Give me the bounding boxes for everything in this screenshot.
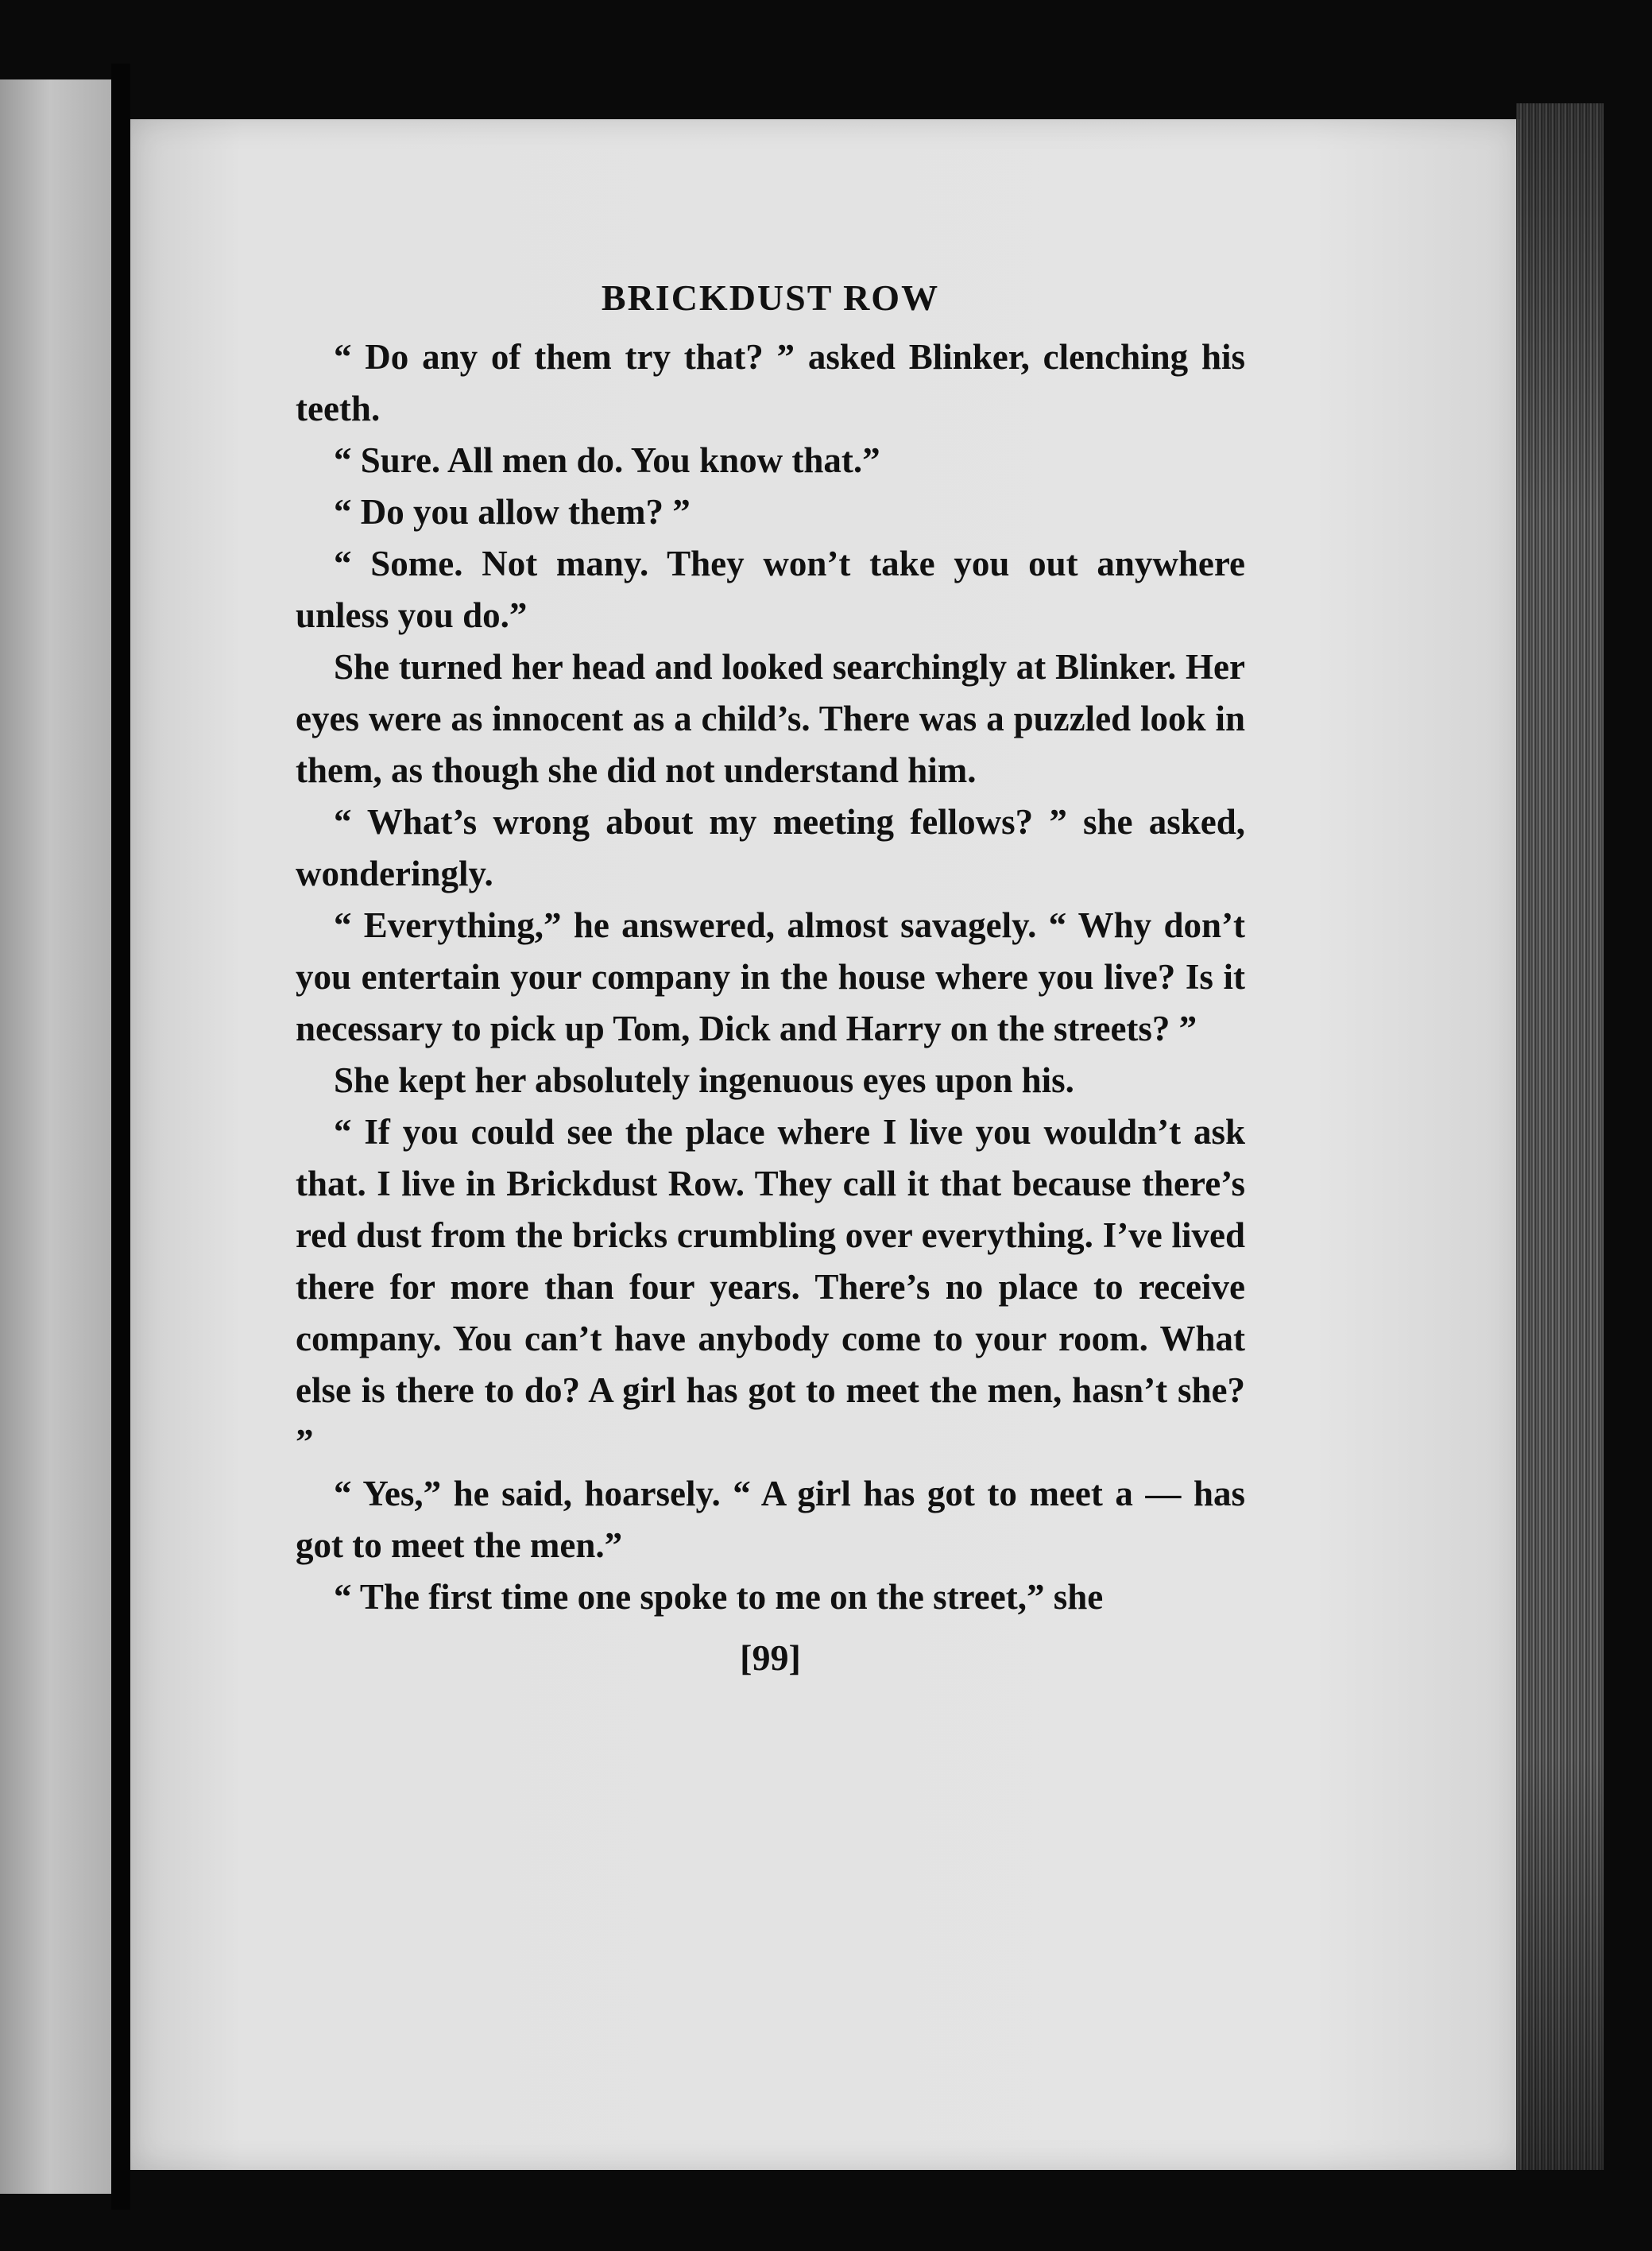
paragraph: She turned her head and looked searchingly at Blinker. Her eyes were as innocent as a child’s. There was a puzzled look in them, as though she did not understand him. bbox=[296, 647, 1245, 790]
paragraph: “ If you could see the place where I live you wouldn’t ask that. I live in Brickdust Row. They call it that because there’s red dust from the bricks crumbling over everything. I’ve lived there for more than four years. There’s no place to receive company. You can’t have anybody come to your room. What else is there to do? A girl has got to meet the men, hasn’t she? ” bbox=[296, 1112, 1245, 1462]
page-number: [99] bbox=[740, 1637, 801, 1678]
paragraph: “ Yes,” he said, hoarsely. “ A girl has got to meet a — has got to meet the men.” bbox=[296, 1474, 1245, 1565]
running-head: BRICKDUST ROW bbox=[601, 277, 940, 318]
paragraph: “ Do you allow them? ” bbox=[334, 492, 691, 532]
stacked-page-edges bbox=[1516, 103, 1604, 2170]
paragraph: “ Do any of them try that? ” asked Blinker, clenching his teeth. bbox=[296, 337, 1245, 428]
paragraph: “ The first time one spoke to me on the street,” she bbox=[334, 1577, 1104, 1617]
paragraph: “ Some. Not many. They won’t take you out anywhere unless you do.” bbox=[296, 544, 1245, 635]
paragraph: “ Sure. All men do. You know that.” bbox=[334, 440, 880, 480]
facing-page-edge bbox=[0, 79, 111, 2194]
paragraph: She kept her absolutely ingenuous eyes upon his. bbox=[334, 1060, 1074, 1100]
paragraph: “ What’s wrong about my meeting fellows? ” she asked, wonderingly. bbox=[296, 802, 1245, 893]
paragraph: “ Everything,” he answered, almost savagely. “ Why don’t you entertain your company in the house where you live? Is it necessary to pick up Tom, Dick and Harry on the streets? ” bbox=[296, 905, 1245, 1048]
book-gutter bbox=[111, 64, 130, 2210]
page-text-block bbox=[296, 274, 1245, 1682]
